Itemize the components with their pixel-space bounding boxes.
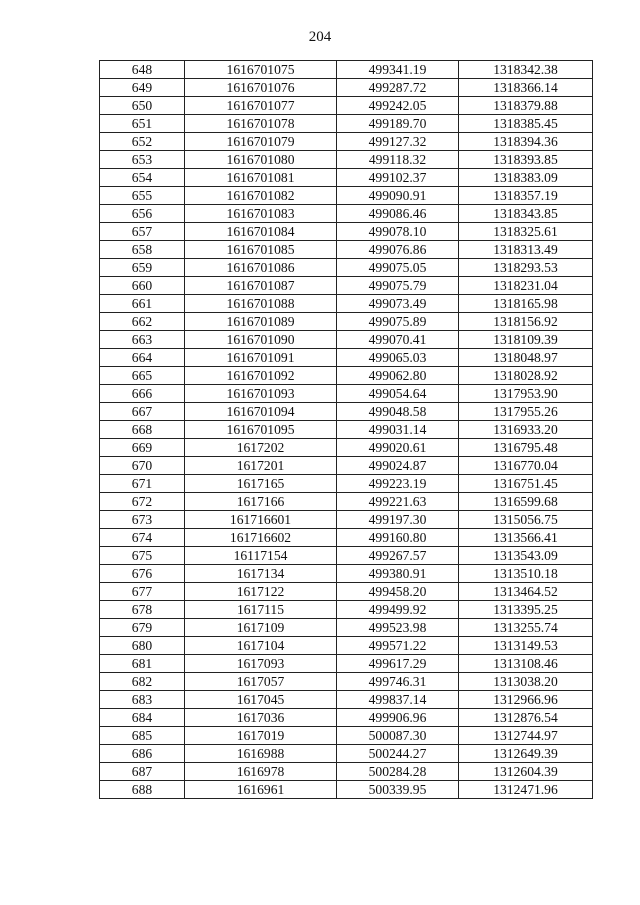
point-id-cell: 1616701077 xyxy=(185,97,337,115)
x-coordinate-cell: 499906.96 xyxy=(337,709,459,727)
table-row xyxy=(100,781,593,799)
row-number-cell: 650 xyxy=(100,97,185,115)
x-coordinate-cell: 499287.72 xyxy=(337,79,459,97)
point-id-cell: 1616701075 xyxy=(185,61,337,79)
row-number-cell: 680 xyxy=(100,637,185,655)
y-coordinate-cell: 1318165.98 xyxy=(459,295,593,313)
x-coordinate-cell: 499127.32 xyxy=(337,133,459,151)
table-body xyxy=(100,61,593,799)
point-id-cell: 1617122 xyxy=(185,583,337,601)
y-coordinate-cell: 1318156.92 xyxy=(459,313,593,331)
point-id-cell: 1617036 xyxy=(185,709,337,727)
y-coordinate-cell: 1313108.46 xyxy=(459,655,593,673)
y-coordinate-cell: 1313510.18 xyxy=(459,565,593,583)
row-number-cell: 668 xyxy=(100,421,185,439)
x-coordinate-cell: 499221.63 xyxy=(337,493,459,511)
point-id-cell: 1616701082 xyxy=(185,187,337,205)
row-number-cell: 663 xyxy=(100,331,185,349)
row-number-cell: 669 xyxy=(100,439,185,457)
point-id-cell: 1616701078 xyxy=(185,115,337,133)
row-number-cell: 674 xyxy=(100,529,185,547)
point-id-cell: 1616701093 xyxy=(185,385,337,403)
x-coordinate-cell: 499380.91 xyxy=(337,565,459,583)
row-number-cell: 684 xyxy=(100,709,185,727)
table-row xyxy=(100,223,593,241)
table-row xyxy=(100,457,593,475)
row-number-cell: 660 xyxy=(100,277,185,295)
point-id-cell: 1616701086 xyxy=(185,259,337,277)
y-coordinate-cell: 1315056.75 xyxy=(459,511,593,529)
y-coordinate-cell: 1318313.49 xyxy=(459,241,593,259)
point-id-cell: 16117154 xyxy=(185,547,337,565)
x-coordinate-cell: 499075.79 xyxy=(337,277,459,295)
row-number-cell: 685 xyxy=(100,727,185,745)
x-coordinate-cell: 499031.14 xyxy=(337,421,459,439)
y-coordinate-cell: 1317953.90 xyxy=(459,385,593,403)
x-coordinate-cell: 499086.46 xyxy=(337,205,459,223)
table-row xyxy=(100,313,593,331)
point-id-cell: 1616988 xyxy=(185,745,337,763)
y-coordinate-cell: 1313255.74 xyxy=(459,619,593,637)
row-number-cell: 661 xyxy=(100,295,185,313)
y-coordinate-cell: 1318383.09 xyxy=(459,169,593,187)
x-coordinate-cell: 499160.80 xyxy=(337,529,459,547)
table-row xyxy=(100,385,593,403)
table-row xyxy=(100,187,593,205)
table-row xyxy=(100,331,593,349)
x-coordinate-cell: 499024.87 xyxy=(337,457,459,475)
point-id-cell: 1617134 xyxy=(185,565,337,583)
table-row xyxy=(100,529,593,547)
table-row xyxy=(100,79,593,97)
table-row xyxy=(100,655,593,673)
point-id-cell: 1617057 xyxy=(185,673,337,691)
x-coordinate-cell: 499571.22 xyxy=(337,637,459,655)
row-number-cell: 651 xyxy=(100,115,185,133)
row-number-cell: 657 xyxy=(100,223,185,241)
row-number-cell: 665 xyxy=(100,367,185,385)
y-coordinate-cell: 1318366.14 xyxy=(459,79,593,97)
table-row xyxy=(100,421,593,439)
x-coordinate-cell: 499070.41 xyxy=(337,331,459,349)
y-coordinate-cell: 1316933.20 xyxy=(459,421,593,439)
table-row xyxy=(100,97,593,115)
x-coordinate-cell: 499458.20 xyxy=(337,583,459,601)
table-row xyxy=(100,547,593,565)
row-number-cell: 683 xyxy=(100,691,185,709)
y-coordinate-cell: 1312966.96 xyxy=(459,691,593,709)
point-id-cell: 1617165 xyxy=(185,475,337,493)
x-coordinate-cell: 499197.30 xyxy=(337,511,459,529)
y-coordinate-cell: 1318028.92 xyxy=(459,367,593,385)
x-coordinate-cell: 499076.86 xyxy=(337,241,459,259)
point-id-cell: 1617045 xyxy=(185,691,337,709)
row-number-cell: 687 xyxy=(100,763,185,781)
point-id-cell: 1616701092 xyxy=(185,367,337,385)
y-coordinate-cell: 1318385.45 xyxy=(459,115,593,133)
x-coordinate-cell: 500244.27 xyxy=(337,745,459,763)
x-coordinate-cell: 499065.03 xyxy=(337,349,459,367)
table-row xyxy=(100,349,593,367)
y-coordinate-cell: 1318231.04 xyxy=(459,277,593,295)
point-id-cell: 1617093 xyxy=(185,655,337,673)
row-number-cell: 653 xyxy=(100,151,185,169)
row-number-cell: 667 xyxy=(100,403,185,421)
y-coordinate-cell: 1318357.19 xyxy=(459,187,593,205)
y-coordinate-cell: 1316599.68 xyxy=(459,493,593,511)
x-coordinate-cell: 499837.14 xyxy=(337,691,459,709)
table-row xyxy=(100,259,593,277)
row-number-cell: 666 xyxy=(100,385,185,403)
point-id-cell: 1617202 xyxy=(185,439,337,457)
point-id-cell: 1616961 xyxy=(185,781,337,799)
point-id-cell: 1616701080 xyxy=(185,151,337,169)
x-coordinate-cell: 499523.98 xyxy=(337,619,459,637)
row-number-cell: 682 xyxy=(100,673,185,691)
table-row xyxy=(100,439,593,457)
row-number-cell: 659 xyxy=(100,259,185,277)
x-coordinate-cell: 499189.70 xyxy=(337,115,459,133)
row-number-cell: 686 xyxy=(100,745,185,763)
row-number-cell: 652 xyxy=(100,133,185,151)
x-coordinate-cell: 499242.05 xyxy=(337,97,459,115)
table-row xyxy=(100,403,593,421)
table-row xyxy=(100,241,593,259)
table-row xyxy=(100,61,593,79)
x-coordinate-cell: 499062.80 xyxy=(337,367,459,385)
point-id-cell: 161716602 xyxy=(185,529,337,547)
row-number-cell: 675 xyxy=(100,547,185,565)
row-number-cell: 681 xyxy=(100,655,185,673)
row-number-cell: 662 xyxy=(100,313,185,331)
table-row xyxy=(100,709,593,727)
y-coordinate-cell: 1312604.39 xyxy=(459,763,593,781)
point-id-cell: 1616701085 xyxy=(185,241,337,259)
coordinates-table xyxy=(99,60,593,799)
y-coordinate-cell: 1318109.39 xyxy=(459,331,593,349)
table-row xyxy=(100,727,593,745)
x-coordinate-cell: 499020.61 xyxy=(337,439,459,457)
row-number-cell: 688 xyxy=(100,781,185,799)
table-row xyxy=(100,367,593,385)
table-row xyxy=(100,277,593,295)
page-number: 204 xyxy=(308,29,332,45)
y-coordinate-cell: 1318379.88 xyxy=(459,97,593,115)
row-number-cell: 654 xyxy=(100,169,185,187)
y-coordinate-cell: 1312876.54 xyxy=(459,709,593,727)
y-coordinate-cell: 1316770.04 xyxy=(459,457,593,475)
point-id-cell: 1616701094 xyxy=(185,403,337,421)
table-row xyxy=(100,475,593,493)
y-coordinate-cell: 1318342.38 xyxy=(459,61,593,79)
row-number-cell: 678 xyxy=(100,601,185,619)
y-coordinate-cell: 1313566.41 xyxy=(459,529,593,547)
point-id-cell: 161716601 xyxy=(185,511,337,529)
row-number-cell: 677 xyxy=(100,583,185,601)
x-coordinate-cell: 499054.64 xyxy=(337,385,459,403)
y-coordinate-cell: 1313395.25 xyxy=(459,601,593,619)
point-id-cell: 1616701089 xyxy=(185,313,337,331)
point-id-cell: 1616701076 xyxy=(185,79,337,97)
point-id-cell: 1616701084 xyxy=(185,223,337,241)
y-coordinate-cell: 1313543.09 xyxy=(459,547,593,565)
y-coordinate-cell: 1318343.85 xyxy=(459,205,593,223)
table-row xyxy=(100,637,593,655)
table-row xyxy=(100,151,593,169)
x-coordinate-cell: 499090.91 xyxy=(337,187,459,205)
point-id-cell: 1617115 xyxy=(185,601,337,619)
row-number-cell: 656 xyxy=(100,205,185,223)
x-coordinate-cell: 499048.58 xyxy=(337,403,459,421)
y-coordinate-cell: 1316795.48 xyxy=(459,439,593,457)
row-number-cell: 655 xyxy=(100,187,185,205)
y-coordinate-cell: 1318393.85 xyxy=(459,151,593,169)
table-row xyxy=(100,295,593,313)
y-coordinate-cell: 1316751.45 xyxy=(459,475,593,493)
row-number-cell: 673 xyxy=(100,511,185,529)
point-id-cell: 1617019 xyxy=(185,727,337,745)
x-coordinate-cell: 499075.05 xyxy=(337,259,459,277)
x-coordinate-cell: 499746.31 xyxy=(337,673,459,691)
point-id-cell: 1616701091 xyxy=(185,349,337,367)
table-row xyxy=(100,601,593,619)
table-row xyxy=(100,745,593,763)
point-id-cell: 1617166 xyxy=(185,493,337,511)
table-row xyxy=(100,583,593,601)
x-coordinate-cell: 500339.95 xyxy=(337,781,459,799)
y-coordinate-cell: 1313149.53 xyxy=(459,637,593,655)
point-id-cell: 1616701090 xyxy=(185,331,337,349)
point-id-cell: 1617104 xyxy=(185,637,337,655)
table-row xyxy=(100,205,593,223)
x-coordinate-cell: 499499.92 xyxy=(337,601,459,619)
row-number-cell: 671 xyxy=(100,475,185,493)
table-row xyxy=(100,169,593,187)
x-coordinate-cell: 499073.49 xyxy=(337,295,459,313)
table-row xyxy=(100,763,593,781)
y-coordinate-cell: 1313464.52 xyxy=(459,583,593,601)
y-coordinate-cell: 1318394.36 xyxy=(459,133,593,151)
point-id-cell: 1616701087 xyxy=(185,277,337,295)
y-coordinate-cell: 1312744.97 xyxy=(459,727,593,745)
point-id-cell: 1617109 xyxy=(185,619,337,637)
point-id-cell: 1616701079 xyxy=(185,133,337,151)
table-row xyxy=(100,493,593,511)
row-number-cell: 649 xyxy=(100,79,185,97)
x-coordinate-cell: 499078.10 xyxy=(337,223,459,241)
x-coordinate-cell: 500087.30 xyxy=(337,727,459,745)
table-row xyxy=(100,565,593,583)
row-number-cell: 648 xyxy=(100,61,185,79)
row-number-cell: 672 xyxy=(100,493,185,511)
row-number-cell: 664 xyxy=(100,349,185,367)
point-id-cell: 1616701081 xyxy=(185,169,337,187)
x-coordinate-cell: 499267.57 xyxy=(337,547,459,565)
point-id-cell: 1616701095 xyxy=(185,421,337,439)
point-id-cell: 1616701083 xyxy=(185,205,337,223)
row-number-cell: 670 xyxy=(100,457,185,475)
table-row xyxy=(100,619,593,637)
table-row xyxy=(100,133,593,151)
table-row xyxy=(100,115,593,133)
row-number-cell: 676 xyxy=(100,565,185,583)
row-number-cell: 658 xyxy=(100,241,185,259)
point-id-cell: 1616701088 xyxy=(185,295,337,313)
y-coordinate-cell: 1313038.20 xyxy=(459,673,593,691)
y-coordinate-cell: 1318325.61 xyxy=(459,223,593,241)
y-coordinate-cell: 1312649.39 xyxy=(459,745,593,763)
table-row xyxy=(100,511,593,529)
x-coordinate-cell: 499341.19 xyxy=(337,61,459,79)
x-coordinate-cell: 499617.29 xyxy=(337,655,459,673)
x-coordinate-cell: 499223.19 xyxy=(337,475,459,493)
point-id-cell: 1616978 xyxy=(185,763,337,781)
x-coordinate-cell: 500284.28 xyxy=(337,763,459,781)
x-coordinate-cell: 499118.32 xyxy=(337,151,459,169)
y-coordinate-cell: 1312471.96 xyxy=(459,781,593,799)
x-coordinate-cell: 499102.37 xyxy=(337,169,459,187)
point-id-cell: 1617201 xyxy=(185,457,337,475)
table-row xyxy=(100,673,593,691)
y-coordinate-cell: 1318048.97 xyxy=(459,349,593,367)
table-row xyxy=(100,691,593,709)
y-coordinate-cell: 1318293.53 xyxy=(459,259,593,277)
x-coordinate-cell: 499075.89 xyxy=(337,313,459,331)
row-number-cell: 679 xyxy=(100,619,185,637)
y-coordinate-cell: 1317955.26 xyxy=(459,403,593,421)
